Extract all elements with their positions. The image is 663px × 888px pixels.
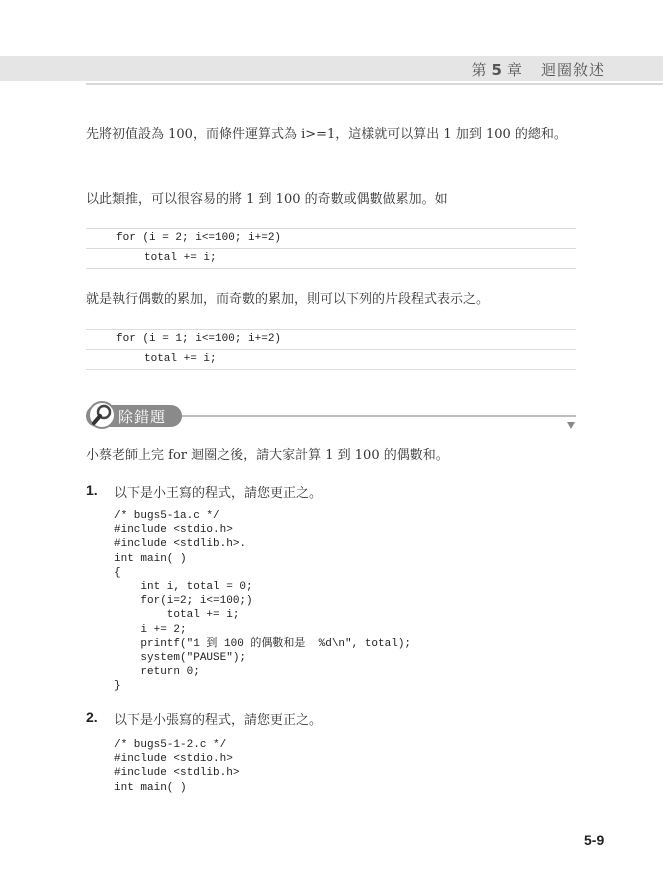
triangle-down-icon [567, 422, 575, 429]
magnifier-icon [88, 401, 116, 429]
paragraph-analogy: 以此類推，可以很容易的將 1 到 100 的奇數或偶數做累加。如 [86, 192, 448, 207]
header-divider [86, 83, 663, 85]
code-block-even [86, 228, 576, 269]
paragraph-odd-sum: 就是執行偶數的累加，而奇數的累加，則可以下列的片段程式表示之。 [86, 292, 490, 307]
chapter-suffix: 章 [506, 61, 523, 79]
item-text: 以下是小王寫的程式，請您更正之。 [114, 486, 323, 501]
item-number: 2. [86, 709, 98, 725]
code-line: for (i = 1; i<=100; i+=2) [86, 329, 576, 349]
code-line: int main( ) [114, 552, 187, 565]
item-text: 以下是小張寫的程式，請您更正之。 [114, 713, 323, 728]
code-line: #include <stdio.h> [114, 524, 233, 537]
chapter-prefix: 第 [471, 61, 488, 79]
code-line: int i, total = 0; [114, 581, 253, 594]
code-line: /* bugs5-1-2.c */ [114, 739, 227, 751]
code-listing-bugs5-1a [114, 509, 411, 694]
code-listing-bugs5-1-2 [114, 738, 239, 795]
chapter-header [472, 59, 605, 80]
code-line: system("PAUSE"); [114, 652, 247, 665]
code-line: #include <stdlib.h> [114, 767, 240, 780]
section-heading-debug [86, 401, 576, 431]
section-rule [182, 415, 576, 417]
code-line: total += i; [114, 609, 240, 622]
chapter-number: 5 [491, 61, 503, 79]
code-line: i += 2; [114, 623, 187, 636]
code-line: total += i; [86, 248, 576, 269]
chapter-title: 迴圈敘述 [540, 61, 605, 79]
code-block-odd [86, 329, 576, 370]
code-line: #include <stdio.h> [114, 753, 233, 766]
section-label: 除錯題 [118, 408, 167, 426]
code-line: return 0; [114, 666, 200, 679]
code-line: { [114, 566, 121, 579]
code-line: int main( ) [114, 781, 187, 794]
paragraph-exercise-intro: 小蔡老師上完 for 迴圈之後，請大家計算 1 到 100 的偶數和。 [86, 448, 449, 463]
paragraph-initial-value: 先將初值設為 100，而條件運算式為 i>=1，這樣就可以算出 1 加到 100 的總和。 [86, 127, 567, 142]
code-line: } [114, 680, 121, 693]
code-line: #include <stdlib.h>. [114, 538, 247, 551]
code-line: printf("1 到 100 的偶數和是 %d\n", total); [114, 637, 412, 650]
code-line: for(i=2; i<=100;) [114, 595, 253, 608]
code-line: total += i; [86, 349, 576, 370]
code-line: for (i = 2; i<=100; i+=2) [86, 228, 576, 248]
page-number: 5-9 [584, 832, 605, 848]
item-number: 1. [86, 482, 98, 498]
code-line: /* bugs5-1a.c */ [114, 510, 220, 522]
